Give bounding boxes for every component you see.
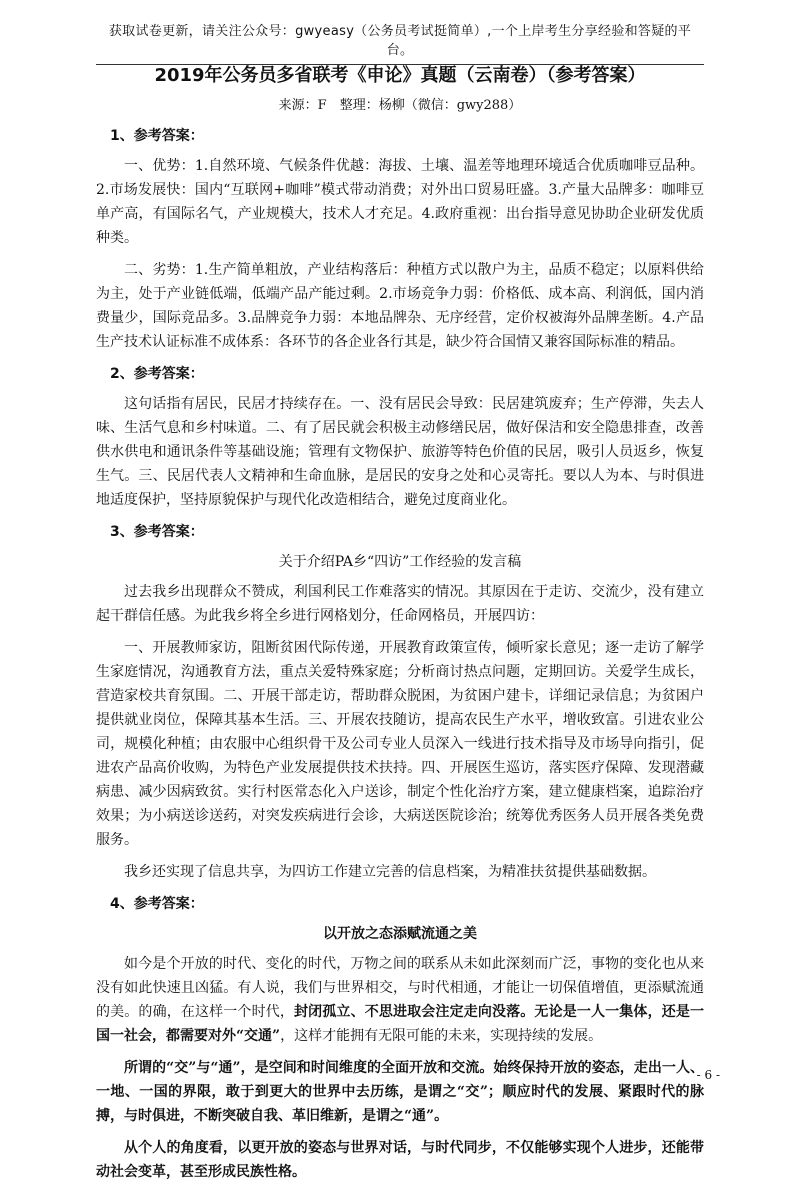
page-number: - 6 -: [696, 1068, 720, 1082]
essay-paragraph-3: 从个人的角度看，以更开放的姿态与世界对话，与时代同步，不仅能够实现个人进步，还能带动社会变革，甚至形成民族性格。: [96, 1140, 704, 1180]
section-3-paragraph-2: 一、开展教师家访，阻断贫困代际传递，开展教育政策宣传，倾听家长意见；逐一走访了解学生家庭情况，沟通教育方法，重点关爱特殊家庭；分析商讨热点问题，定期回访。关爱学生成长，营造家校共育氛围。二、开展干部走访，帮助群众脱困，为贫困户建卡，详细记录信息；为贫困户提供就业岗位，保障其基本生活。三、开展农技随访，提高农民生产水平，增收致富。引进农业公司，规模化种植；由农服中心组织骨干及公司专业人员深入一线进行技术指导及市场导向指引，促进农产品高价收购，为特色产业发展提供技术扶持。四、开展医生巡访，落实医疗保障、发现潜藏病患、减少因病致贫。实行村医常态化入户送诊，制定个性化治疗方案，建立健康档案，追踪治疗效果；为小病送诊送药，对突发疾病进行会诊，大病送医院诊治；统筹优秀医务人员开展各类免费服务。: [96, 640, 704, 848]
essay-title: 以开放之态添赋流通之美: [323, 926, 477, 942]
section-4-heading: 4、参考答案：: [110, 896, 204, 912]
section-1-paragraph-1: 一、优势：1.自然环境、气候条件优越：海拔、土壤、温差等地理环境适合优质咖啡豆品种。2.市场发展快：国内“互联网+咖啡”模式带动消费；对外出口贸易旺盛。3.产量大品牌多：咖啡豆单产高，有国际名气，产业规模大，技术人才充足。4.政府重视：出台指导意见协助企业研发优质种类。: [96, 158, 704, 246]
document-body: [96, 62, 704, 1192]
essay-paragraph-1-emphasis: 封闭孤立、不思进取会注定走向没落。无论是一人一集体，还是一国一社会，都需要对外“交通”: [96, 1004, 704, 1044]
section-3-heading: 3、参考答案：: [110, 524, 204, 540]
essay-paragraph-1: [96, 952, 704, 1048]
essay-paragraph-1-text: 如今是个开放的时代、变化的时代，万物之间的联系从未如此深刻而广泛，事物的变化也从来没有如此快速且凶猛。有人说，我们与世界相交，与时代相通，才能让一切保值增值，更添赋流通的美。的确，在这样一个时代，: [96, 956, 704, 1020]
document-source: 来源：F 整理：杨柳（微信：gwy288）: [278, 98, 522, 113]
section-3-subtitle: 关于介绍PA乡“四访”工作经验的发言稿: [278, 554, 522, 570]
header-notice: 获取试卷更新，请关注公众号：gwyeasy（公务员考试挺简单）,一个上岸考生分享经验和答疑的平台。: [96, 20, 704, 65]
essay-paragraph-2: 所谓的“交”与“通”，是空间和时间维度的全面开放和交流。始终保持开放的姿态，走出一人、一地、一国的界限，敢于到更大的世界中去历练，是谓之“交”；顺应时代的发展、紧跟时代的脉搏，与时俱进，不断突破自我、革旧维新，是谓之“通”。: [96, 1060, 704, 1124]
document-title: 2019年公务员多省联考《申论》真题（云南卷）（参考答案）: [154, 65, 646, 86]
section-3-paragraph-1: 过去我乡出现群众不赞成，利国利民工作难落实的情况。其原因在于走访、交流少，没有建立起干群信任感。为此我乡将全乡进行网格划分，任命网格员，开展四访：: [96, 584, 704, 624]
essay-paragraph-1-tail: ，这样才能拥有无限可能的未来，实现持续的发展。: [280, 1028, 603, 1044]
section-3-paragraph-3: 我乡还实现了信息共享，为四访工作建立完善的信息档案，为精准扶贫提供基础数据。: [124, 864, 656, 880]
section-2-paragraph-1: 这句话指有居民，民居才持续存在。一、没有居民会导致：民居建筑废弃；生产停滞，失去人味、生活气息和乡村味道。二、有了居民就会积极主动修缮民居，做好保洁和安全隐患排查，改善供水供电和通讯条件等基础设施；管理有文物保护、旅游等特色价值的民居，吸引人员返乡，恢复生气。三、民居代表人文精神和生命血脉，是居民的安身之处和心灵寄托。要以人为本、与时俱进地适度保护，坚持原貌保护与现代化改造相结合，避免过度商业化。: [96, 396, 704, 508]
section-2-heading: 2、参考答案：: [110, 366, 204, 382]
section-1-paragraph-2: 二、劣势：1.生产简单粗放，产业结构落后：种植方式以散户为主，品质不稳定；以原料供给为主，处于产业链低端，低端产品产能过剩。2.市场竞争力弱：价格低、成本高、利润低，国内消费量少，国际竞品多。3.品牌竞争力弱：本地品牌杂、无序经营，定价权被海外品牌垄断。4.产品生产技术认证标准不成体系：各环节的各企业各行其是，缺少符合国情又兼容国际标准的精品。: [96, 262, 704, 350]
section-1-heading: 1、参考答案：: [110, 128, 204, 144]
